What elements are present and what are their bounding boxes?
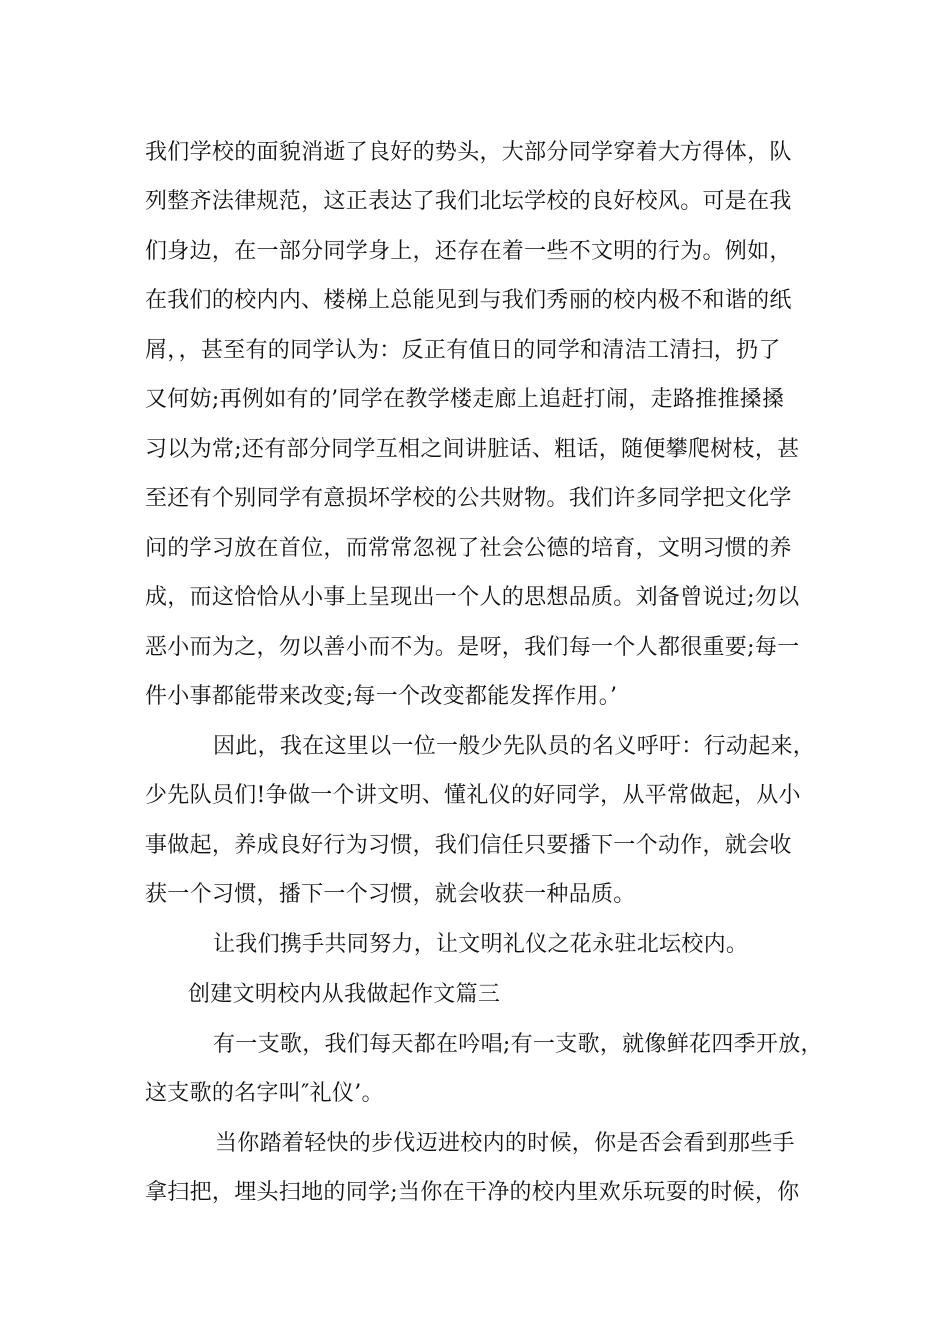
paragraph-1-line-4: 在我们的校内内、楼梯上总能见到与我们秀丽的校内极不和谐的纸 [145, 288, 792, 313]
paragraph-5-line-2: 拿扫把，埋头扫地的同学;当你在干净的校内里欢乐玩耍的时候，你 [145, 1180, 800, 1205]
paragraph-1-line-7: 习以为常;还有部分同学互相之间讲脏话、粗话，随便攀爬树枝，甚 [145, 437, 800, 462]
paragraph-1-line-12: 件小事都能带来改变;每一个改变都能发挥作用。’ [145, 684, 618, 709]
paragraph-1-line-6: 又何妨;再例如有的’同学在教学楼走廊上追赶打闹，走路推推搡搡 [145, 387, 785, 412]
paragraph-1-line-1: 我们学校的面貌消逝了良好的势头，大部分同学穿着大方得体，队 [145, 140, 792, 165]
paragraph-1-line-9: 问的学习放在首位，而常常忽视了社会公德的培育，文明习惯的养 [145, 536, 792, 561]
paragraph-4-line-1: 有一支歌，我们每天都在吟唱;有一支歌，就像鲜花四季开放， [213, 1032, 823, 1057]
paragraph-1-line-11: 恶小而为之，勿以善小而不为。是呀，我们每一个人都很重要;每一 [145, 635, 800, 660]
paragraph-2-line-3: 事做起，养成良好行为习惯，我们信任只要播下一个动作，就会收 [145, 833, 792, 858]
paragraph-3: 让我们携手共同努力，让文明礼仪之花永驻北坛校内。 [213, 932, 749, 957]
paragraph-5-line-1: 当你踏着轻快的步伐迈进校内的时候，你是否会看到那些手 [215, 1131, 795, 1156]
paragraph-1-line-5: 屑，，甚至有的同学认为：反正有值日的同学和清洁工清扫，扔了 [145, 338, 781, 363]
paragraph-4-line-2: 这支歌的名字叫″礼仪’。 [145, 1081, 384, 1106]
paragraph-1-line-8: 至还有个别同学有意损坏学校的公共财物。我们许多同学把文化学 [145, 486, 792, 511]
paragraph-2-line-1: 因此，我在这里以一位一般少先队员的名义呼吁：行动起来， [213, 734, 816, 759]
paragraph-1-line-3: 们身边，在一部分同学身上，还存在着一些不文明的行为。例如， [145, 239, 792, 264]
paragraph-1-line-2: 列整齐法律规范，这正表达了我们北坛学校的良好校风。可是在我 [145, 189, 792, 214]
paragraph-1-line-10: 成，而这恰恰从小事上呈现出一个人的思想品质。刘备曾说过;勿以 [145, 585, 800, 610]
paragraph-2-line-2: 少先队员们!争做一个讲文明、懂礼仪的好同学，从平常做起，从小 [145, 783, 801, 808]
section-heading: 创建文明校内从我做起作文篇三 [188, 982, 501, 1007]
paragraph-2-line-4: 获一个习惯，播下一个习惯，就会收获一种品质。 [145, 882, 636, 907]
